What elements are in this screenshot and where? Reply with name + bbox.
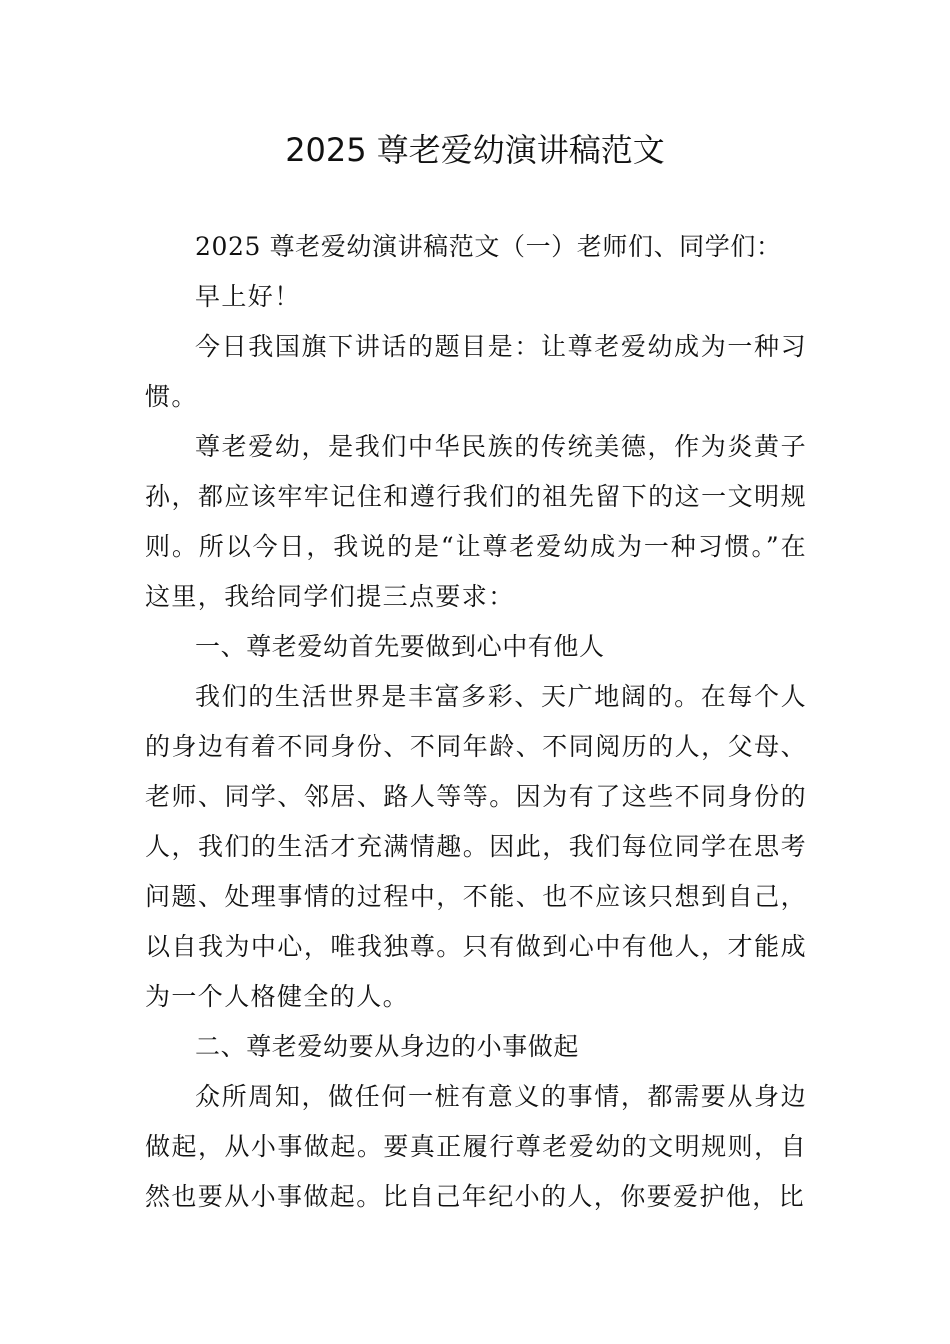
topic-paragraph: 今日我国旗下讲话的题目是：让尊老爱幼成为一种习惯。	[145, 332, 807, 411]
document-body	[145, 222, 807, 1222]
document-title: 2025 尊老爱幼演讲稿范文	[285, 131, 665, 169]
speech-heading: 2025 尊老爱幼演讲稿范文（一）老师们、同学们：	[195, 232, 782, 261]
section-heading-2: 二、尊老爱幼要从身边的小事做起	[195, 1032, 580, 1061]
section-2-paragraph: 众所周知，做任何一桩有意义的事情，都需要从身边做起，从小事做起。要真正履行尊老爱幼的文明规则，自然也要从小事做起。比自己年纪小的人，你要爱护他，比	[145, 1082, 807, 1211]
section-1-paragraph: 我们的生活世界是丰富多彩、天广地阔的。在每个人的身边有着不同身份、不同年龄、不同阅历的人，父母、老师、同学、邻居、路人等等。因为有了这些不同身份的人，我们的生活才充满情趣。因此，我们每位同学在思考问题、处理事情的过程中，不能、也不应该只想到自己，以自我为中心，唯我独尊。只有做到心中有他人，才能成为一个人格健全的人。	[145, 682, 807, 1011]
intro-paragraph: 尊老爱幼，是我们中华民族的传统美德，作为炎黄子孙，都应该牢牢记住和遵行我们的祖先留下的这一文明规则。所以今日，我说的是“让尊老爱幼成为一种习惯。”在这里，我给同学们提三点要求：	[145, 432, 807, 611]
greeting: 早上好！	[195, 282, 301, 311]
section-heading-1: 一、尊老爱幼首先要做到心中有他人	[195, 632, 605, 661]
